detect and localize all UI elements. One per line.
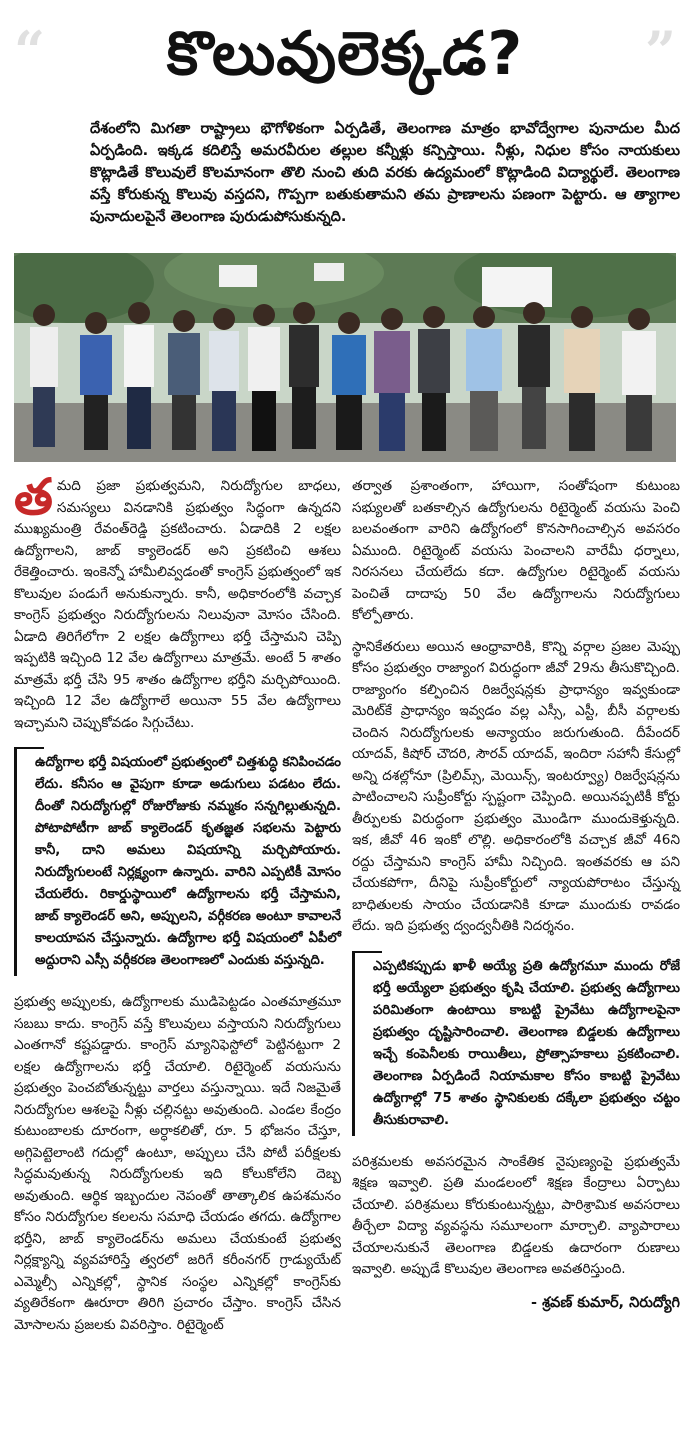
headline xyxy=(0,8,690,104)
pull-quote-left: ఉద్యోగాల భర్తీ విషయంలో ప్రభుత్వంలో చిత్తశుద్ధి కనిపించడం లేదు. కనీసం ఆ వైపుగా కూడా అడుగులు పడటం లేదు. దీంతో నిరుద్యోగుల్లో రోజురోజుకు నమ్మకం సన్నగిల్లుతున్నది. పోటాపోటీగా జాబ్ క్యాలెండర్ కృతజ్ఞత సభలను పెట్టారు కానీ, దాని అమలు విషయాన్ని మర్చిపోయారు. నిరుద్యోగులంటే నిర్లక్ష్యంగా ఉన్నారు. వారిని ఎప్పటికీ మోసం చేయలేరు. రికార్డుస్థాయిలో ఉద్యోగాలను భర్తీ చేస్తామని, జాబ్ క్యాలెండర్ అని, అప్పులని, వర్గీకరణ అంటూ కావాలనే కాలయాపన చేస్తున్నారు. ఉద్యోగాల భర్తీ విషయంలో ఏపీలో అద్దురాని ఎస్సీ వర్గీకరణ తెలంగాణలో ఎందుకు వస్తున్నది. xyxy=(14,748,341,976)
left-paragraph-2: ప్రభుత్వ అప్పులకు, ఉద్యోగాలకు ముడిపెట్టడం ఎంతమాత్రమూ సబబు కాదు. కాంగ్రెస్ వస్తే కొలువులు వస్తాయని నిరుద్యోగులు ఎంతగానో కష్టపడ్డారు. కాంగ్రెస్ మ్యానిఫెస్టోలో పెట్టినట్టుగా 2 లక్షల ఉద్యోగాలను భర్తీ చేయాలి. రిటైర్మెంట్ వయసును ప్రభుత్వం పెంచబోతున్నట్టు వార్తలు వస్తున్నాయి. ఇదే నిజమైతే నిరుద్యోగుల ఆశలపై నీళ్లు చల్లినట్టు అవుతుంది. ఎండల కేంద్రం కుటుంబాలకు దూరంగా, అర్ధాకలితో, రూ. 5 భోజనం చేస్తూ, అగ్గిపెట్టెలాంటి గదుల్లో ఉంటూ, అప్పులు చేసి పోటీ పరీక్షలకు సిద్ధమవుతున్న నిరుద్యోగులకు ఇది కోలుకోలేని దెబ్బ అవుతుంది. ఆర్థిక ఇబ్బందుల నెపంతో తాత్కాలిక ఉపశమనం కోసం నిరుద్యోగుల కలలను సమాధి చేయడం తగదు. ఉద్యోగాల భర్తీని, జాబ్ క్యాలెండర్‌ను అమలు చేయకుంటే ప్రభుత్వ నిర్లక్ష్యాన్ని వ్యవహారిస్తే త్వరలో జరిగే కరీంనగర్ గ్రాడ్యుయేట్ ఎమ్మెల్సీ ఎన్నికల్లో, స్థానిక సంస్థల ఎన్నికల్లో కాంగ్రెస్‌కు వ్యతిరేకంగా ఊరూరా తిరిగి ప్రచారం చేస్తాం. కాంగ్రెస్ చేసిన మోసాలను ప్రజలకు వివరిస్తాం. రిటైర్మెంట్ xyxy=(14,994,341,1333)
drop-cap: త xyxy=(14,468,53,526)
left-paragraph-1-text: మది ప్రజా ప్రభుత్వమని, నిరుద్యోగుల బాధలు, సమస్యలు వినడానికి ప్రభుత్వం సిద్ధంగా ఉన్నదని ముఖ్యమంత్రి రేవంత్‌రెడ్డి ప్రకటించారు. ఏడాదికి 2 లక్షల ఉద్యోగాలని, జాబ్ క్యాలెండర్ అని ప్రకటించి ఆశలు రేకెత్తించారు. ఇంకెన్నో హామీలివ్వడంతో కాంగ్రెస్ ప్రభుత్వంలో ఇక కొలువుల పండుగే అనుకున్నారు. కానీ, అధికారంలోకి వచ్చాక కాంగ్రెస్ ప్రభుత్వం నిరుద్యోగులను నిలువునా మోసం చేసింది. ఏడాది తిరిగేలోగా 2 లక్షల ఉద్యోగాలు భర్తీ చేస్తామని చెప్పి ఇప్పటికి ఇచ్చింది 12 వేల ఉద్యోగాలు మాత్రమే. అంటే 5 శాతం మాత్రమే భర్తీ చేసి 95 శాతం ఉద్యోగాల భర్తీని మర్చిపోయింది. ఇచ్చింది 12 వేల ఉద్యోగాలే అయినా 55 వేల ఉద్యోగాలు ఇచ్చామని చెప్పుకోవడం సిగ్గుచేటు. xyxy=(14,478,341,731)
open-quote-mark: “ xyxy=(14,19,46,83)
right-paragraph-1: తర్వాత ప్రశాంతంగా, హాయిగా, సంతోషంగా కుటుంబ సభ్యులతో బతకాల్సిన ఉద్యోగులను రిటైర్మెంట్ వయసు పెంచి బలవంతంగా వారిని ఉద్యోగంలో కొనసాగించాల్సిన అవసరం ఏముంది. రిటైర్మెంట్ వయసు పెంచాలని వారేమీ ధర్నాలు, నిరసనలు చేయలేదు కదా. ఉద్యోగుల రిటైర్మెంట్ వయసు పెంచితే దాదాపు 50 వేల ఉద్యోగాలను నిరుద్యోగులు కోల్పోతారు. xyxy=(352,478,680,623)
pull-quote-right: ఎప్పటికప్పుడు ఖాళీ అయ్యే ప్రతి ఉద్యోగమూ ముందు రోజే భర్తీ అయ్యేలా ప్రభుత్వం కృషి చేయాలి. ప్రభుత్వ ఉద్యోగాలు పరిమితంగా ఉంటాయి కాబట్టి ప్రైవేటు ఉద్యోగాలపైనా ప్రభుత్వం దృష్టిసారించాలి. తెలంగాణ బిడ్డలకు ఉద్యోగాలు ఇచ్చే కంపెనీలకు రాయితీలు, ప్రోత్సాహకాలు ప్రకటించాలి. తెలంగాణ ఏర్పడిందే నియామకాల కోసం కాబట్టి ప్రైవేటు ఉద్యోగాల్లో 75 శాతం స్థానికులకు దక్కేలా ప్రభుత్వం చట్టం తీసుకురావాలి. xyxy=(352,952,680,1136)
article-title: కొలువులెక్కడ? xyxy=(166,19,524,89)
protest-illustration xyxy=(14,253,676,462)
article-intro: దేశంలోని మిగతా రాష్ట్రాలు భౌగోళికంగా ఏర్పడితే, తెలంగాణ మాత్రం భావోద్వేగాల పునాదుల మీద ఏర్పడింది. ఇక్కడ కదిలిస్తే అమరవీరుల తల్లుల కన్నీళ్లు కన్పిస్తాయి. నీళ్లు, నిధుల కోసం నాయకులు కొట్లాడితే కొలువులే కొలమానంగా తొలి నుంచి తుది వరకు ఉద్యమంలో కొట్లాడింది విద్యార్థులే. తెలంగాణ వస్తే కోరుకున్న కొలువు వస్తదని, గొప్పగా బతుకుతామని తమ ప్రాణాలను పణంగా పెట్టారు. ఆ త్యాగాల పునాదులపైనే తెలంగాణ పురుడుపోసుకున్నది. xyxy=(90,121,680,225)
author-signature: - శ్రవణ్ కుమార్, నిరుద్యోగి xyxy=(531,1294,680,1311)
left-paragraph-1 xyxy=(14,468,341,734)
right-paragraph-2: స్థానికేతరులు అయిన ఆంధ్రావారికి, కొన్ని వర్గాల ప్రజల మెప్పు కోసం ప్రభుత్వం రాజ్యాంగ విరుద్ధంగా జీవో 29ను తీసుకొచ్చింది. రాజ్యాంగం కల్పించిన రిజర్వేషన్లకు ప్రాధాన్యం ఇవ్వకుండా మెరిట్‌కే ప్రాధాన్యం ఇవ్వడం వల్ల ఎస్సీ, ఎస్టీ, బీసీ వర్గాలకు చెందిన నిరుద్యోగులకు అన్యాయం జరుగుతుంది. దీపేందర్ యాదవ్, కిషోర్ చౌదరి, సౌరవ్ యాదవ్, ఇందిరా సహానీ కేసుల్లో అన్ని దశల్లోనూ (ప్రిలిమ్స్, మెయిన్స్, ఇంటర్వ్యూ) రిజర్వేషన్లను పాటించాలని సుప్రీంకోర్టు స్పష్టంగా చెప్పింది. అయినప్పటికీ కోర్టు తీర్పులకు విరుద్ధంగా ప్రభుత్వం మొండిగా ముందుకెళ్తున్నది. ఇక, జీవో 46 ఇంకో లొల్లి. అధికారంలోకి వచ్చాక జీవో 46ని రద్దు చేస్తామని కాంగ్రెస్ హామీ నిచ్చింది. ఇంతవరకు ఆ పని చేయకపోగా, దీనిపై సుప్రీంకోర్టులో న్యాయపోరాటం చేస్తున్న బాధితులకు సాయం చేయడానికి కూడా ముందుకు రావడం లేదు. ఇది ప్రభుత్వ ద్వంద్వనీతికి నిదర్శనం. xyxy=(352,638,680,934)
right-column xyxy=(352,476,680,1314)
left-column xyxy=(14,468,341,1346)
close-quote-mark: ” xyxy=(644,19,676,83)
protest-photo xyxy=(14,253,676,462)
right-paragraph-3: పరిశ్రమలకు అవసరమైన సాంకేతిక నైపుణ్యంపై ప్రభుత్వమే శిక్షణ ఇవ్వాలి. ప్రతి మండలంలో శిక్షణ కేంద్రాలు ఏర్పాటు చేయాలి. పరిశ్రమలు కోరుకుంటున్నట్టు, పారిశ్రామిక అవసరాలు తీర్చేలా విద్యా వ్యవస్థను సమూలంగా మార్చాలి. వ్యాపారాలు చేయాలనుకునే తెలంగాణ బిడ్డలకు ఉదారంగా రుణాలు ఇవ్వాలి. అప్పుడే కొలువుల తెలంగాణ అవతరిస్తుంది. xyxy=(352,1153,680,1277)
